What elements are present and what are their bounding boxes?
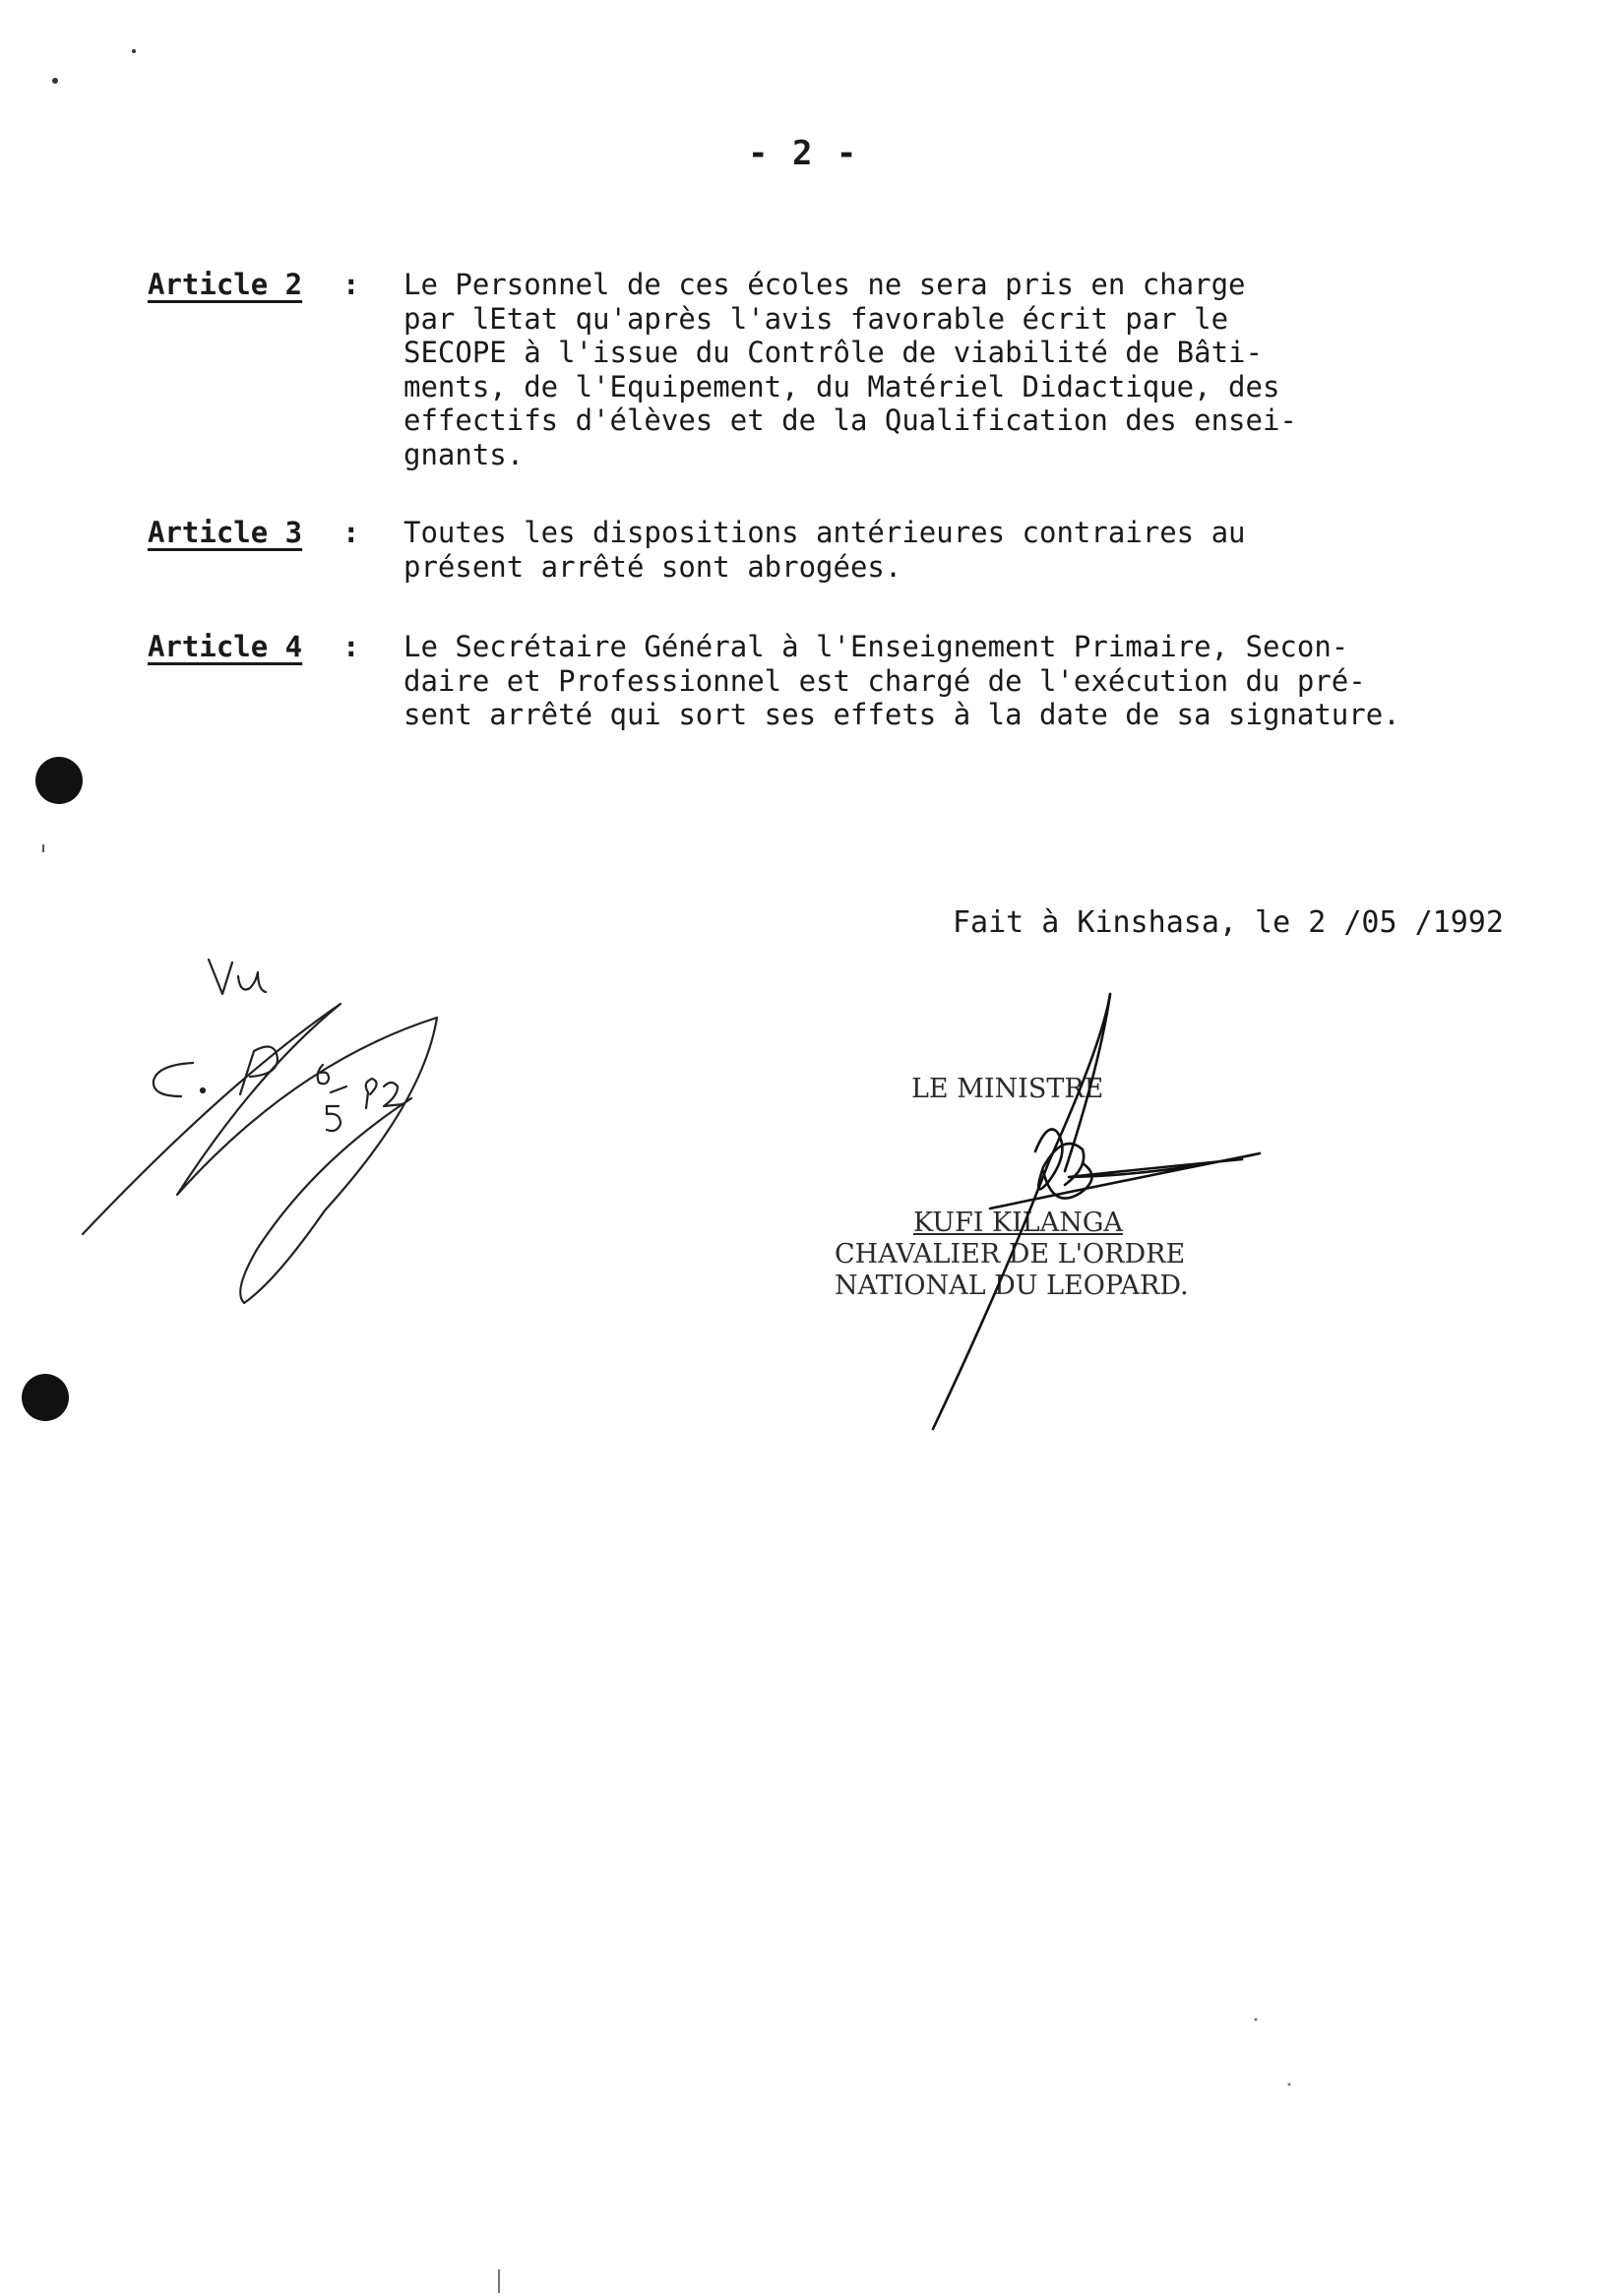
punch-hole-icon bbox=[35, 757, 83, 804]
signatory-name: KUFI KILANGA bbox=[913, 1208, 1123, 1238]
ink-speck bbox=[1288, 2083, 1291, 2086]
article-line: effectifs d'élèves et de la Qualification des ensei- bbox=[404, 403, 1297, 437]
ink-speck bbox=[52, 78, 58, 84]
article-line: sent arrêté qui sort ses effets à la date de sa signature. bbox=[404, 698, 1400, 731]
place-date: Fait à Kinshasa, le 2 /05 /1992 bbox=[953, 905, 1504, 940]
article-text bbox=[404, 516, 1525, 584]
article-line: présent arrêté sont abrogées. bbox=[404, 549, 902, 584]
signatory-honor-line: NATIONAL DU LEOPARD. bbox=[835, 1271, 1189, 1301]
signatory-honor-line: CHAVALIER DE L'ORDRE bbox=[835, 1239, 1186, 1270]
article-text bbox=[404, 630, 1525, 732]
article-colon: : bbox=[342, 268, 360, 301]
handwritten-annotation bbox=[83, 960, 437, 1303]
ink-speck bbox=[1255, 2018, 1258, 2021]
article-text bbox=[404, 268, 1525, 471]
article-colon: : bbox=[342, 630, 360, 663]
article-line: Le Secrétaire Général à l'Enseignement Primaire, Secon- bbox=[404, 630, 1349, 663]
signatory-title: LE MINISTRE bbox=[911, 1074, 1104, 1104]
article-line: Le Personnel de ces écoles ne sera pris en charge bbox=[404, 268, 1246, 301]
article-line: ments, de l'Equipement, du Matériel Didactique, des bbox=[404, 369, 1280, 403]
article-colon: : bbox=[342, 516, 360, 549]
page-number: - 2 - bbox=[748, 134, 859, 173]
article-label: Article 2 bbox=[148, 268, 303, 301]
article-line: Toutes les dispositions antérieures contraires au bbox=[404, 516, 1246, 549]
article-label: Article 4 bbox=[148, 630, 303, 663]
ink-speck bbox=[132, 49, 136, 53]
article-line: SECOPE à l'issue du Contrôle de viabilité de Bâti- bbox=[404, 336, 1263, 369]
article-label: Article 3 bbox=[148, 516, 303, 549]
article-line: par lEtat qu'après l'avis favorable écrit par le bbox=[404, 301, 1229, 336]
article-line: gnants. bbox=[404, 437, 525, 471]
article-line: daire et Professionnel est chargé de l'exécution du pré- bbox=[404, 663, 1366, 698]
punch-hole-icon bbox=[22, 1374, 69, 1421]
